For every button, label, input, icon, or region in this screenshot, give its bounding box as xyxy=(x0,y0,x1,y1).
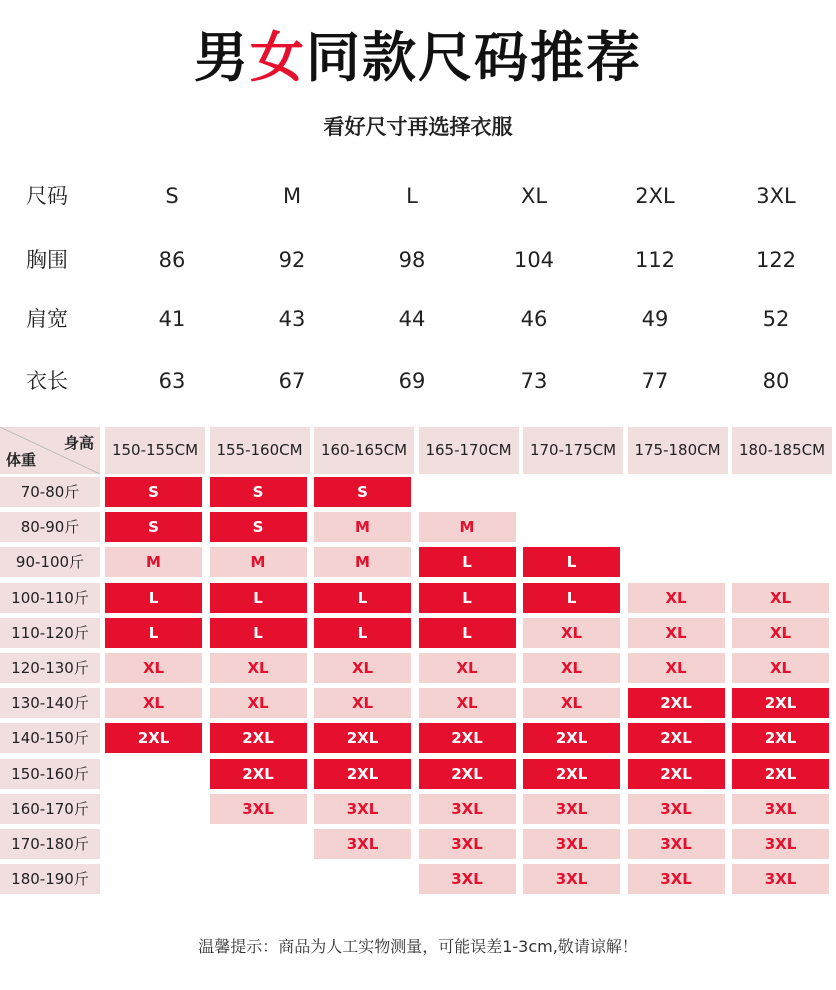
size-table-cell: 86 xyxy=(158,248,186,272)
size-recommendation-cell: XL xyxy=(210,653,307,683)
height-column-header: 155-160CM xyxy=(210,427,310,474)
size-table-cell: 46 xyxy=(520,307,548,331)
size-table-cell: 2XL xyxy=(635,184,675,208)
size-recommendation-cell: XL xyxy=(419,688,516,718)
size-table-cell: 63 xyxy=(158,369,186,393)
height-column-header: 175-180CM xyxy=(628,427,728,474)
size-recommendation-cell: 2XL xyxy=(210,723,307,753)
size-table-cell: M xyxy=(282,184,302,208)
size-recommendation-cell: L xyxy=(105,583,202,613)
size-recommendation-cell: 2XL xyxy=(210,759,307,789)
weight-row-header: 130-140斤 xyxy=(0,688,100,718)
size-recommendation-cell: S xyxy=(210,512,307,542)
size-recommendation-cell: 2XL xyxy=(523,759,620,789)
size-recommendation-cell: XL xyxy=(628,583,725,613)
weight-row-header: 140-150斤 xyxy=(0,723,100,753)
size-recommendation-cell: L xyxy=(419,618,516,648)
size-recommendation-cell: L xyxy=(314,618,411,648)
size-table-cell: 92 xyxy=(278,248,306,272)
size-table-cell: 3XL xyxy=(756,184,796,208)
size-recommendation-cell: 3XL xyxy=(419,829,516,859)
size-recommendation-cell: 2XL xyxy=(314,759,411,789)
size-table-cell: 69 xyxy=(398,369,426,393)
size-recommendation-cell: 3XL xyxy=(314,829,411,859)
size-table-row-label: 衣长 xyxy=(26,369,68,393)
size-recommendation-cell: XL xyxy=(210,688,307,718)
size-recommendation-cell: L xyxy=(314,583,411,613)
page-subtitle: 看好尺寸再选择衣服 xyxy=(323,115,513,139)
title-accent: 女 xyxy=(250,26,306,89)
size-recommendation-cell: XL xyxy=(628,653,725,683)
weight-row-header: 150-160斤 xyxy=(0,759,100,789)
size-recommendation-cell: 3XL xyxy=(419,794,516,824)
weight-row-header: 80-90斤 xyxy=(0,512,100,542)
size-recommendation-cell: XL xyxy=(314,653,411,683)
size-table-cell: 41 xyxy=(158,307,186,331)
size-recommendation-cell: L xyxy=(523,547,620,577)
title-pre: 男 xyxy=(194,26,250,89)
size-recommendation-cell: 3XL xyxy=(628,829,725,859)
corner-height-label: 身高 xyxy=(63,434,94,452)
size-recommendation-cell: 2XL xyxy=(419,723,516,753)
size-recommendation-cell: XL xyxy=(523,688,620,718)
size-recommendation-cell: S xyxy=(105,512,202,542)
weight-row-header: 120-130斤 xyxy=(0,653,100,683)
size-recommendation-cell: 3XL xyxy=(732,829,829,859)
size-table-cell: 122 xyxy=(755,248,797,272)
size-recommendation-cell: XL xyxy=(732,583,829,613)
size-recommendation-cell: XL xyxy=(732,618,829,648)
size-recommendation-cell: XL xyxy=(105,688,202,718)
size-recommendation-cell: 3XL xyxy=(628,794,725,824)
size-recommendation-cell: S xyxy=(210,477,307,507)
size-table-cell: L xyxy=(406,184,418,208)
height-column-header: 160-165CM xyxy=(314,427,414,474)
size-recommendation-cell: 2XL xyxy=(314,723,411,753)
size-recommendation-cell: 2XL xyxy=(732,723,829,753)
size-table-cell: 52 xyxy=(762,307,790,331)
size-recommendation-cell: 2XL xyxy=(419,759,516,789)
size-table-cell: 44 xyxy=(398,307,426,331)
height-column-header: 165-170CM xyxy=(419,427,519,474)
size-recommendation-cell: 2XL xyxy=(732,688,829,718)
height-weight-size-grid xyxy=(0,427,836,897)
measurement-note: 温馨提示：商品为人工实物测量，可能误差1-3cm,敬请谅解！ xyxy=(198,937,638,956)
size-recommendation-cell: 2XL xyxy=(628,688,725,718)
size-recommendation-cell: S xyxy=(314,477,411,507)
size-table-row xyxy=(0,299,836,339)
size-table-row xyxy=(0,240,836,280)
size-recommendation-cell: L xyxy=(210,583,307,613)
size-recommendation-cell: M xyxy=(210,547,307,577)
weight-row-header: 90-100斤 xyxy=(0,547,100,577)
size-table-row xyxy=(0,361,836,401)
size-recommendation-cell: XL xyxy=(419,653,516,683)
size-table-row-label: 尺码 xyxy=(26,184,68,208)
size-recommendation-cell: M xyxy=(419,512,516,542)
size-recommendation-cell: 3XL xyxy=(523,794,620,824)
size-table-cell: XL xyxy=(520,184,548,208)
height-column-header: 170-175CM xyxy=(523,427,623,474)
size-table-cell: 77 xyxy=(641,369,669,393)
size-table-row-label: 胸围 xyxy=(26,248,68,272)
weight-row-header: 180-190斤 xyxy=(0,864,100,894)
height-column-header: 180-185CM xyxy=(732,427,832,474)
size-recommendation-cell: 3XL xyxy=(732,794,829,824)
size-recommendation-cell: 3XL xyxy=(210,794,307,824)
size-table-cell: 112 xyxy=(634,248,676,272)
size-table-cell: 67 xyxy=(278,369,306,393)
size-recommendation-cell: XL xyxy=(628,618,725,648)
size-recommendation-cell: XL xyxy=(523,653,620,683)
size-recommendation-cell: 2XL xyxy=(628,723,725,753)
size-recommendation-cell: XL xyxy=(314,688,411,718)
weight-row-header: 170-180斤 xyxy=(0,829,100,859)
size-recommendation-cell: 3XL xyxy=(523,864,620,894)
size-table-cell: 98 xyxy=(398,248,426,272)
weight-row-header: 70-80斤 xyxy=(0,477,100,507)
weight-row-header: 160-170斤 xyxy=(0,794,100,824)
grid-corner-header xyxy=(0,427,100,474)
size-recommendation-cell: 3XL xyxy=(628,864,725,894)
height-column-header: 150-155CM xyxy=(105,427,205,474)
size-recommendation-cell: M xyxy=(105,547,202,577)
size-recommendation-cell: 3XL xyxy=(523,829,620,859)
size-recommendation-cell: 2XL xyxy=(628,759,725,789)
title-post: 同款尺码推荐 xyxy=(306,26,642,89)
size-table-cell: 73 xyxy=(520,369,548,393)
size-recommendation-cell: XL xyxy=(523,618,620,648)
size-recommendation-cell: 2XL xyxy=(732,759,829,789)
size-recommendation-cell: L xyxy=(523,583,620,613)
size-recommendation-cell: L xyxy=(105,618,202,648)
size-recommendation-cell: XL xyxy=(732,653,829,683)
size-recommendation-cell: 3XL xyxy=(314,794,411,824)
weight-row-header: 100-110斤 xyxy=(0,583,100,613)
size-recommendation-cell: M xyxy=(314,512,411,542)
corner-weight-label: 体重 xyxy=(6,451,37,469)
size-recommendation-cell: M xyxy=(314,547,411,577)
size-recommendation-cell: L xyxy=(419,547,516,577)
size-table-cell: 43 xyxy=(278,307,306,331)
size-recommendation-cell: S xyxy=(105,477,202,507)
weight-row-header: 110-120斤 xyxy=(0,618,100,648)
size-table-row xyxy=(0,176,836,216)
size-recommendation-cell: 3XL xyxy=(732,864,829,894)
size-table-cell: S xyxy=(165,184,179,208)
size-table-cell: 49 xyxy=(641,307,669,331)
page-title xyxy=(0,18,836,98)
size-table-cell: 80 xyxy=(762,369,790,393)
size-table-row-label: 肩宽 xyxy=(26,307,68,331)
size-recommendation-cell: 3XL xyxy=(419,864,516,894)
size-recommendation-cell: 2XL xyxy=(523,723,620,753)
size-table-cell: 104 xyxy=(513,248,555,272)
size-recommendation-cell: L xyxy=(419,583,516,613)
size-recommendation-cell: L xyxy=(210,618,307,648)
size-recommendation-cell: 2XL xyxy=(105,723,202,753)
size-recommendation-cell: XL xyxy=(105,653,202,683)
